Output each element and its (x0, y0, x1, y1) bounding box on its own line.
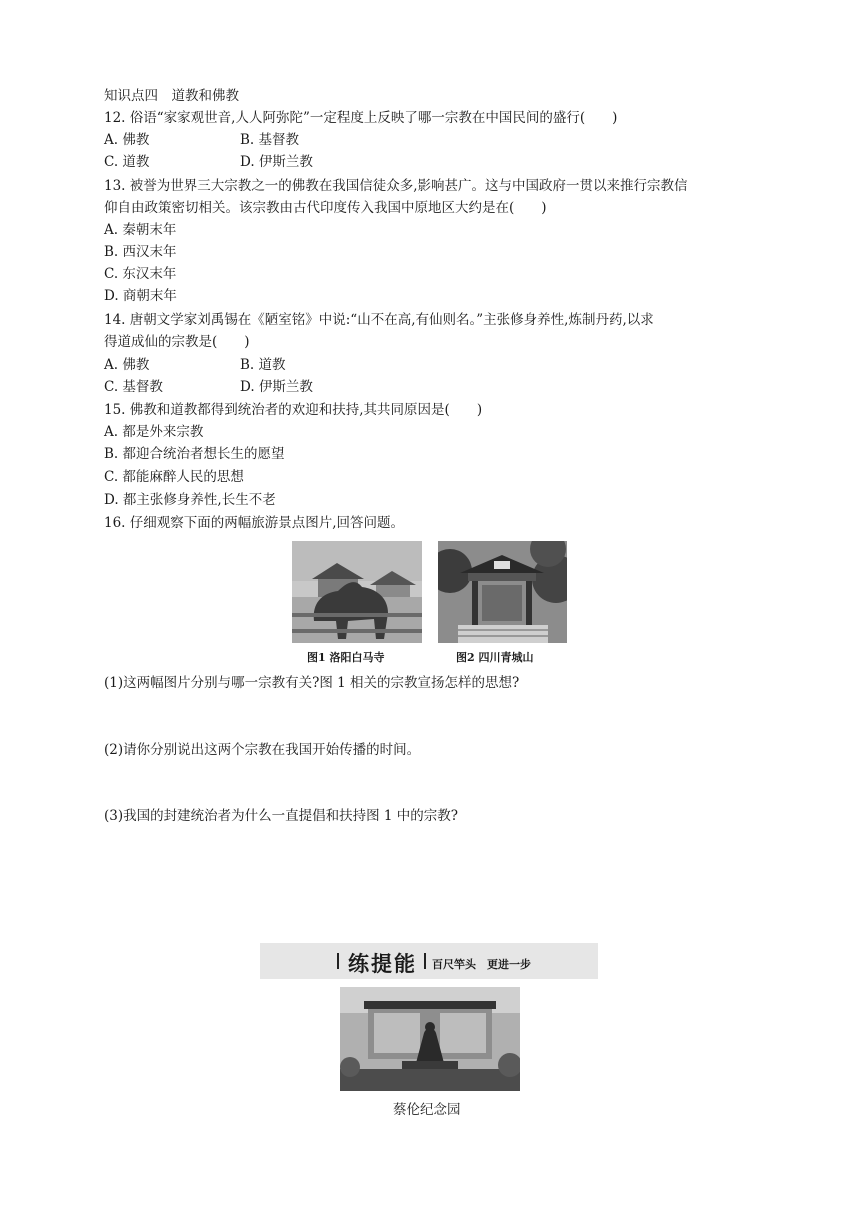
banner-divider-right (424, 953, 426, 969)
q15-option-b: B. 都迎合统治者想长生的愿望 (104, 446, 285, 462)
q12-options-row2 (104, 152, 313, 172)
q14-options-row2 (104, 377, 313, 397)
banner-divider-left (337, 953, 339, 969)
figure1-caption: 图1 洛阳白马寺 (307, 651, 385, 664)
q14-option-d: D. 伊斯兰教 (240, 379, 313, 395)
q16-sub3: (3)我国的封建统治者为什么一直提倡和扶持图 1 中的宗教? (104, 808, 459, 824)
q13-option-a: A. 秦朝末年 (104, 222, 177, 238)
q13-option-b: B. 西汉末年 (104, 244, 177, 260)
q15-option-c: C. 都能麻醉人民的思想 (104, 469, 244, 485)
q16-sub2: (2)请你分别说出这两个宗教在我国开始传播的时间。 (104, 742, 421, 758)
q13-stem-line1: 13. 被誉为世界三大宗教之一的佛教在我国信徒众多,影响甚广。这与中国政府一贯以来推行宗教信 (104, 178, 688, 194)
practice-banner (260, 943, 598, 979)
figure2-caption: 图2 四川青城山 (456, 651, 534, 664)
q12-option-d: D. 伊斯兰教 (240, 154, 313, 170)
q15-option-a: A. 都是外来宗教 (104, 424, 204, 440)
q12-stem: 12. 俗语“家家观世音,人人阿弥陀”一定程度上反映了哪一宗教在中国民间的盛行( ) (104, 110, 618, 126)
q13-stem-line2: 仰自由政策密切相关。该宗教由古代印度传入我国中原地区大约是在( ) (104, 200, 547, 216)
q13-option-d: D. 商朝末年 (104, 288, 177, 304)
q14-stem-line1: 14. 唐朝文学家刘禹锡在《陋室铭》中说:“山不在高,有仙则名。”主张修身养性,炼制丹药,以求 (104, 312, 654, 328)
figure1-photo (292, 541, 422, 643)
section-title: 知识点四 道教和佛教 (104, 88, 239, 104)
q14-option-b: B. 道教 (240, 357, 286, 373)
q16-stem: 16. 仔细观察下面的两幅旅游景点图片,回答问题。 (104, 515, 405, 531)
cailun-memorial-caption: 蔡伦纪念园 (393, 1102, 461, 1118)
q14-option-a: A. 佛教 (104, 357, 150, 373)
q15-option-d: D. 都主张修身养性,长生不老 (104, 492, 276, 508)
q12-options-row1 (104, 130, 300, 150)
cailun-memorial-photo (340, 987, 520, 1091)
banner-title: 练提能 (348, 952, 417, 976)
q13-option-c: C. 东汉末年 (104, 266, 177, 282)
q12-option-a: A. 佛教 (104, 132, 150, 148)
q14-stem-line2: 得道成仙的宗教是( ) (104, 334, 250, 350)
q14-option-c: C. 基督教 (104, 379, 163, 395)
q16-sub1: (1)这两幅图片分别与哪一宗教有关?图 1 相关的宗教宣扬怎样的思想? (104, 675, 520, 691)
q12-option-b: B. 基督教 (240, 132, 300, 148)
figure2-photo (438, 541, 567, 643)
q14-options-row1 (104, 355, 286, 375)
q12-option-c: C. 道教 (104, 154, 150, 170)
banner-subtitle: 百尺竿头 更进一步 (432, 958, 531, 971)
q15-stem: 15. 佛教和道教都得到统治者的欢迎和扶持,其共同原因是( ) (104, 402, 483, 418)
